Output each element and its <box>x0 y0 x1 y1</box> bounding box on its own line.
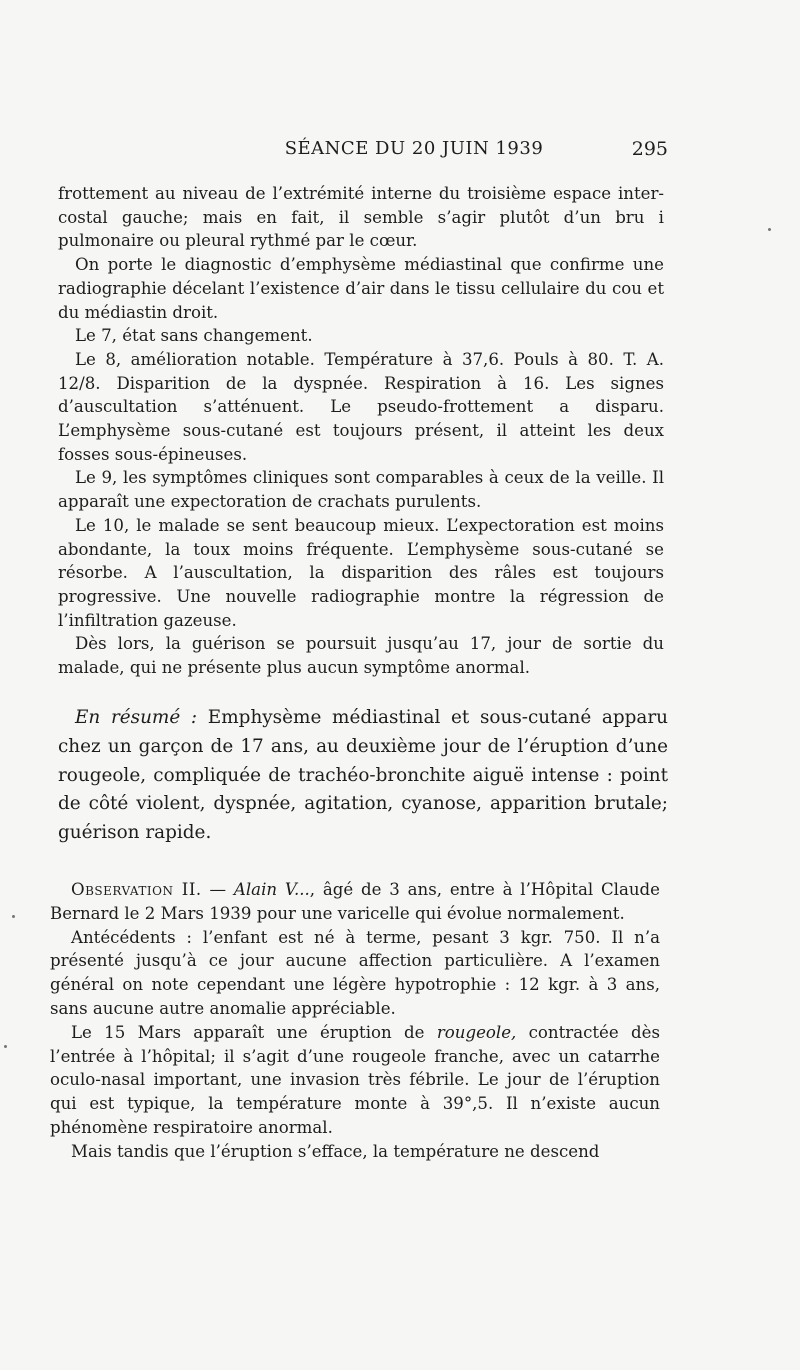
summary-section <box>58 704 668 848</box>
march-text-after: contractée dès l’entrée à l’hôpital; il s’agit d’une rougeole franche, avec un catarrhe oculo-nasal important, une invasion très fébrile. Le jour de l’éruption qui est typique, la température monte à 39°,5. Il n’existe aucun phénomène respiratoire anormal. <box>50 1022 660 1137</box>
running-head: SÉANCE DU 20 JUIN 1939 <box>284 138 544 159</box>
antecedents-paragraph: Antécédents : l’enfant est né à terme, pesant 3 kgr. 750. Il n’a présenté jusqu’à ce jour aucune affection particulière. A l’examen général on note cependant une légère hypotrophie : 12 kgr. à 3 ans, sans aucune autre anomalie appréciable. <box>50 927 660 1018</box>
summary-lead: En résumé : <box>75 707 198 728</box>
patient-name: Alain V... <box>233 880 310 899</box>
observation-label: Observation II. <box>71 880 202 899</box>
paragraph: Dès lors, la guérison se poursuit jusqu’au 17, jour de sortie du malade, qui ne présente plus aucun symptôme anormal. <box>58 634 664 678</box>
paragraph: On porte le diagnostic d’emphysème médiastinal que confirme une radiographie décelant l’existence d’air dans le tissu cellulaire du cou et du médiastin droit. <box>58 255 664 322</box>
paragraph: Le 10, le malade se sent beaucoup mieux. L’expectoration est moins abondante, la toux moins fréquente. L’emphysème sous-cutané se résorbe. A l’auscultation, la disparition des râles est toujours progressive. Une nouvelle radiographie montre la régression de l’infiltration gazeuse. <box>58 515 664 630</box>
march-paragraph <box>50 1021 660 1140</box>
summary-text: Emphysème médiastinal et sous-cutané apparu chez un garçon de 17 ans, au deuxième jour de l’éruption d’une rougeole, compliquée de trachéo-bronchite aiguë intense : point de côté violent, dyspnée, agitation, cyanose, apparition brutale; guérison rapide. <box>58 707 669 844</box>
margin-speck <box>4 1045 7 1048</box>
paragraph: frottement au niveau de l’extrémité interne du troisième espace inter-costal gauche; mais en fait, il semble s’agir plutôt d’un bru i pulmonaire ou pleural rythmé par le cœur. <box>58 184 664 251</box>
observation-dash: — <box>201 880 234 899</box>
march-text-before: Le 15 Mars apparaît une éruption de <box>71 1022 437 1042</box>
observation-section <box>50 878 660 1164</box>
margin-speck <box>768 228 771 231</box>
summary-paragraph <box>58 704 668 848</box>
observation-intro <box>50 878 660 926</box>
paragraph: Le 8, amélioration notable. Température à 37,6. Pouls à 80. T. A. 12/8. Disparition de la dyspnée. Respiration à 16. Les signes d’auscultation s’atténuent. Le pseudo-frottement a disparu. L’emphysème sous-cutané est toujours présent, il atteint les deux fosses sous-épineuses. <box>58 349 664 464</box>
case-continuation <box>58 182 664 680</box>
last-line: Mais tandis que l’éruption s’efface, la température ne descend <box>71 1141 600 1161</box>
page-number: 295 <box>631 138 668 160</box>
disease-name: rougeole, <box>436 1022 517 1042</box>
margin-speck <box>12 915 15 918</box>
page-header <box>62 138 666 166</box>
paragraph: Le 7, état sans changement. <box>75 326 313 346</box>
paragraph: Le 9, les symptômes cliniques sont comparables à ceux de la veille. Il apparaît une expectoration de crachats purulents. <box>58 468 664 512</box>
observation-intro-text: , âgé de 3 ans, entre à l’Hôpital Claude Bernard le 2 Mars 1939 pour une varicelle qui évolue normalement. <box>50 880 660 923</box>
